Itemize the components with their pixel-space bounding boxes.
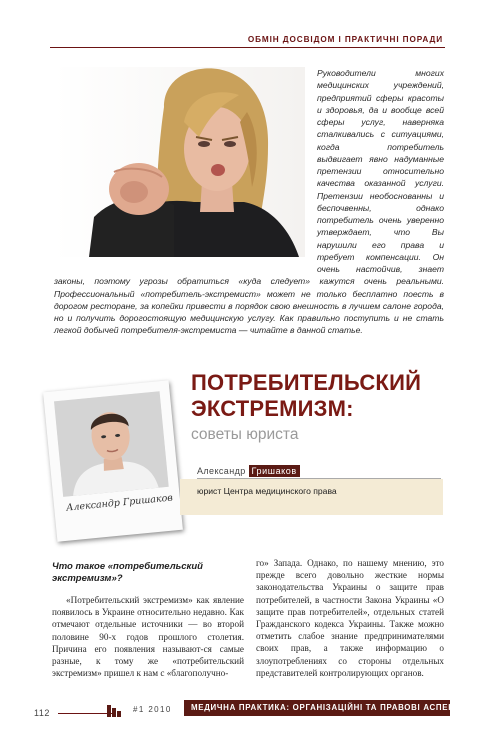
author-first-name: Александр [197, 466, 246, 476]
intro-paragraph: Руководители многих медицинских учреждений, предприятий сферы красоты и здоровья, да и вообще всей сферы услуг, наверняка сталкивались с ситуациями, когда потребитель выдвигает явно надуманные претензии относительно качества оказанной услуги. Претензии необоснованны и беспочвенны, однако потребитель очень уверенно утверждает, что Вы нарушили его права и требует компенсации. Он очень настойчив, знает законы, поэтому угрозы обратиться «куда следует» кажутся очень реальными. Профессиональный «потребитель-экстремист» может не только бесплатно поесть в дорогом ресторане, за копейки привести в порядок свою внешность в лучшем салоне города, но и получить дорогостоящую медицинскую услугу. Как правильно поступить и не стать легкой добычей потребителя-экстремиста — читайте в данной статье. [54, 68, 444, 336]
author-signature: Александр Гришаков [65, 492, 174, 514]
author-surname: Гришаков [249, 465, 300, 477]
author-photo-card [43, 380, 183, 541]
body-paragraph-1: «Потребительский экстремизм» как явление появилось в Украине относительно недавно. Как отмечают отдельные источники — во второй половине 90-х годов прошлого столетия. Причина его появления называют-ся самые разные, к тому же «потребительский экстремизм» пришел к нам с «благополучно- [52, 595, 244, 679]
body-column-2 [256, 557, 444, 679]
section-header: ОБМІН ДОСВІДОМ І ПРАКТИЧНІ ПОРАДИ [247, 35, 443, 44]
author-portrait [54, 391, 169, 497]
article-title: ПОТРЕБИТЕЛЬСКИЙ ЭКСТРЕМИЗМ: [191, 370, 422, 421]
author-role: юрист Центра медицинского права [197, 486, 337, 496]
section-question: Что такое «потребительский экстремизм»? [52, 561, 203, 584]
header-divider [50, 47, 445, 48]
issue-number: #1 2010 [133, 705, 172, 714]
author-band [180, 479, 443, 515]
article-subtitle: советы юриста [191, 426, 299, 443]
page-number: 112 [34, 708, 50, 718]
author-divider [197, 478, 441, 479]
body-paragraph-2: го» Запада. Однако, по нашему мнению, это прежде всего довольно жесткие нормы законодательства Украины о защите прав потребителей, в частности Закона Украины «О защите прав потребителей», отдельных статей Гражданского кодекса Украины. Также можно отметить слабое знание предпринимателями своих прав, а также информацию о злоупотреблениях со стороны отдельных представителей контролирующих органов. [256, 558, 444, 678]
footer-rule [58, 713, 112, 714]
journal-title: МЕДИЧНА ПРАКТИКА: ОРГАНІЗАЦІЙНІ ТА ПРАВОВІ АСПЕКТИ [191, 703, 466, 712]
intro-text [54, 67, 444, 337]
journal-logo-icon [107, 704, 121, 716]
author-name [197, 466, 300, 476]
body-column-1 [52, 557, 244, 679]
